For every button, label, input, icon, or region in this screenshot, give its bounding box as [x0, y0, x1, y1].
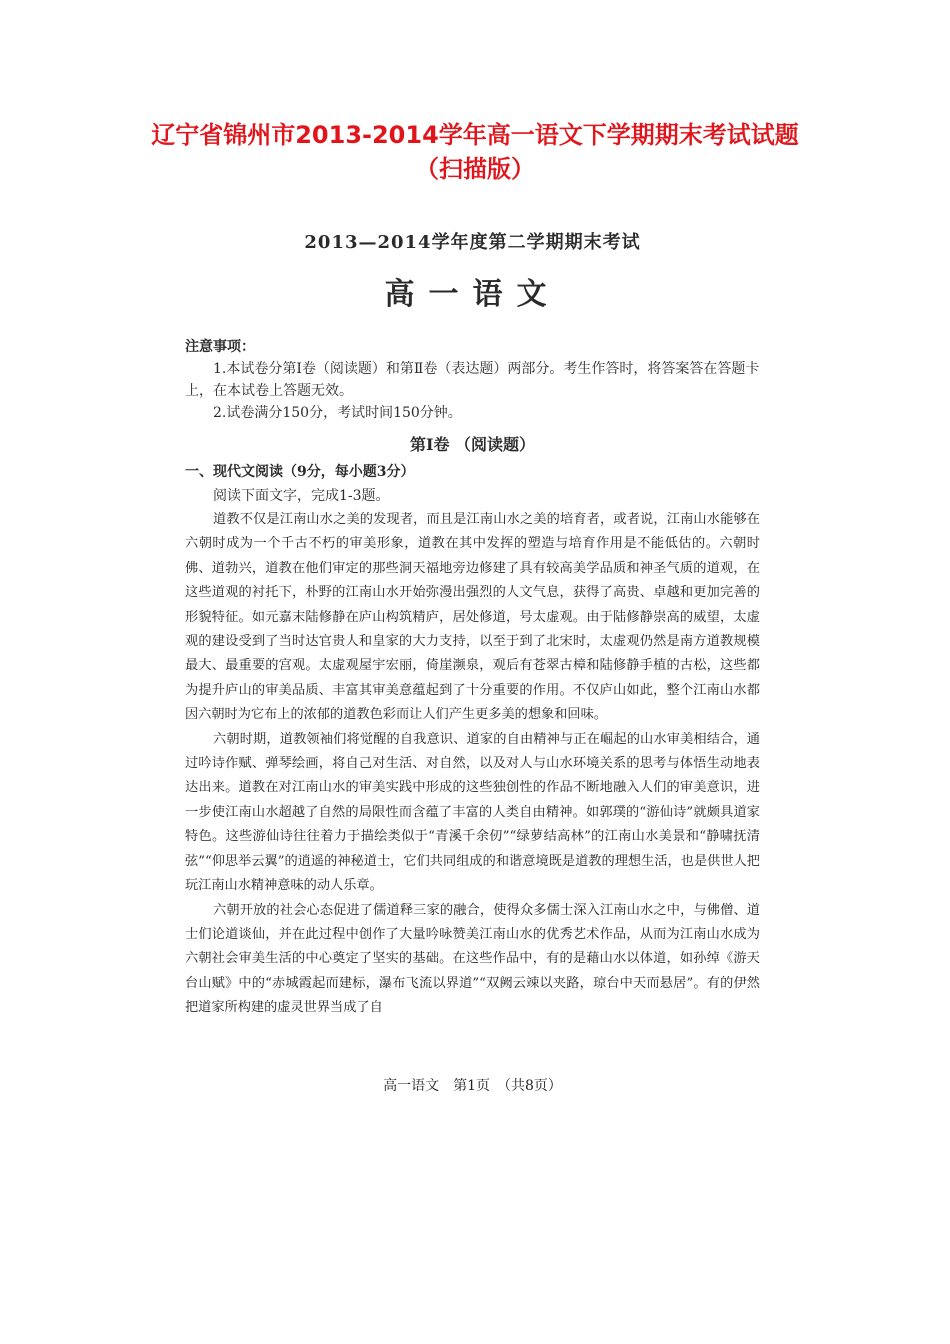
reading-paragraph: 道教不仅是江南山水之美的发现者，而且是江南山水之美的培育者，或者说，江南山水能够在六朝时成为一个千古不朽的审美形象，道教在其中发挥的塑造与培育作用是不能低估的。六朝时佛、道勃兴，道教在他们审定的那些洞天福地旁边修建了具有较高美学品质和神圣气质的道观，在这些道观的衬托下，朴野的江南山水开始弥漫出强烈的人文气息，获得了高贵、卓越和更加完善的形貌特征。如元嘉末陆修静在庐山构筑精庐，居处修道，号太虚观。由于陆修静崇高的威望，太虚观的建设受到了当时达官贵人和皇家的大力支持，以至于到了北宋时，太虚观仍然是南方道教规模最大、最重要的宫观。太虚观屋宇宏丽，倚崖濒泉，观后有苍翠古樟和陆修静手植的古松，这些都为提升庐山的审美品质、丰富其审美意蕴起到了十分重要的作用。不仅庐山如此，整个江南山水都因六朝时为它布上的浓郁的道教色彩而让人们产生更多美的想象和回味。 — [185, 512, 760, 723]
volume-title: 第Ⅰ卷 （阅读题） — [409, 435, 536, 454]
page-footer: 高一语文 第1页 （共8页） — [383, 1078, 562, 1094]
document-title: 辽宁省锦州市2013-2014学年高一语文下学期期末考试试题（扫描版） — [151, 121, 799, 183]
exam-header: 2013—2014学年度第二学期期末考试 — [304, 232, 641, 253]
note-item: 1.本试卷分第Ⅰ卷（阅读题）和第Ⅱ卷（表达题）两部分。考生作答时，将答案答在答题卡上，在本试卷上答题无效。 — [185, 361, 760, 399]
reading-paragraph: 六朝时期，道教领袖们将觉醒的自我意识、道家的自由精神与正在崛起的山水审美相结合，通过吟诗作赋、弹琴绘画，将自己对生活、对自然，以及对人与山水环境关系的思考与体悟生动地表达出来。道教在对江南山水的审美实践中形成的这些独创性的作品不断地融入人们的审美意识，进一步使江南山水超越了自然的局限性而含蕴了丰富的人类自由精神。如郭璞的“游仙诗”就颇具道家特色。这些游仙诗往往着力于描绘类似于“青溪千余仞”“绿萝结高林”的江南山水美景和“静啸抚清弦”“仰思举云翼”的逍遥的神秘道士，它们共同组成的和谐意境既是道教的理想生活，也是供世人把玩江南山水精神意味的动人乐章。 — [185, 731, 760, 894]
scanned-exam-page — [185, 228, 760, 1021]
part-instruction: 阅读下面文字，完成1-3题。 — [213, 488, 390, 504]
reading-paragraph: 六朝开放的社会心态促进了儒道释三家的融合，使得众多儒士深入江南山水之中，与佛僧、道士们论道谈仙，并在此过程中创作了大量吟咏赞美江南山水的优秀艺术作品，从而为江南山水成为六朝社会审美生活的中心奠定了坚实的基础。在这些作品中，有的是藉山水以体道，如孙绰《游天台山赋》中的“赤城霞起而建标，瀑布飞流以界道”“双阙云竦以夹路，琼台中天而悬居”。有的伊然把道家所构建的虚灵世界当成了自 — [185, 902, 760, 1016]
subject-title: 高一语文 — [384, 277, 561, 312]
notes-title: 注意事项： — [185, 339, 255, 355]
note-item: 2.试卷满分150分，考试时间150分钟。 — [213, 405, 462, 421]
part-title: 一、现代文阅读（9分，每小题3分） — [185, 464, 415, 480]
